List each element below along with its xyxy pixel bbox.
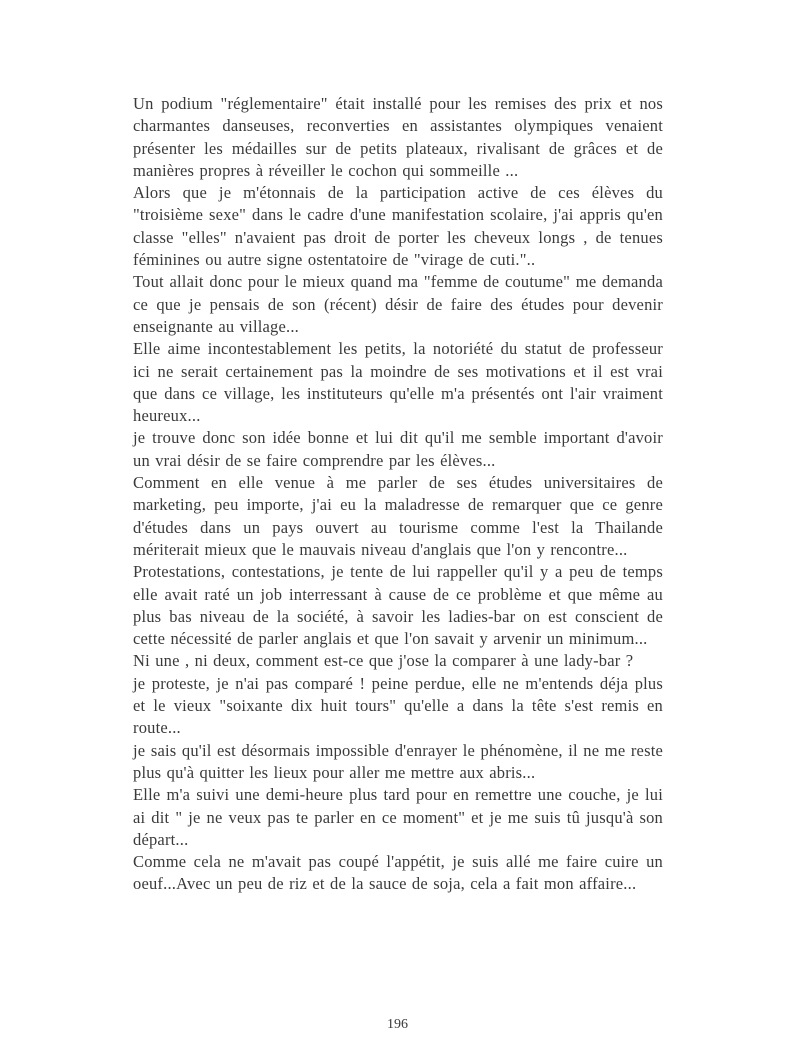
paragraph: Ni une , ni deux, comment est-ce que j'ose la comparer à une lady-bar ? [133, 651, 634, 671]
body-text [133, 93, 663, 896]
paragraph: Elle m'a suivi une demi-heure plus tard pour en remettre une couche, je lui ai dit " je ne veux pas te parler en ce moment" et je me suis tû jusqu'à son départ... [133, 785, 663, 849]
paragraph: Protestations, contestations, je tente de lui rappeller qu'il y a peu de temps elle avait raté un job interressant à cause de ce problème et que même au plus bas niveau de la société, à savoir les ladies-bar on est conscient de cette nécessité de parler anglais et que l'on savait y arvenir un minimum... [133, 562, 663, 649]
paragraph: je sais qu'il est désormais impossible d'enrayer le phénomène, il ne me reste plus qu'à quitter les lieux pour aller me mettre aux abris... [133, 740, 663, 782]
page-number: 196 [387, 1017, 408, 1032]
paragraph: Comment en elle venue à me parler de ses études universitaires de marketing, peu importe, j'ai eu la maladresse de remarquer que ce genre d'études dans un pays ouvert au tourisme comme l'est la Thailande mériterait mieux que le mauvais niveau d'anglais que l'on y rencontre... [133, 473, 663, 559]
paragraph: Elle aime incontestablement les petits, la notoriété du statut de professeur ici ne serait certainement pas la moindre de ses motivations et il est vrai que dans ce village, les instituteurs qu'elle m'a présentés ont l'air vraiment heureux... [133, 339, 663, 426]
paragraph: Comme cela ne m'avait pas coupé l'appétit, je suis allé me faire cuire un oeuf...Avec un peu de riz et de la sauce de soja, cela a fait mon affaire... [133, 852, 663, 894]
paragraph: je trouve donc son idée bonne et lui dit qu'il me semble important d'avoir un vrai désir de se faire comprendre par les élèves... [133, 428, 663, 470]
paragraph: Tout allait donc pour le mieux quand ma "femme de coutume" me demanda ce que je pensais de son (récent) désir de faire des études pour devenir enseignante au village... [133, 272, 663, 336]
paragraph: Un podium "réglementaire" était installé pour les remises des prix et nos charmantes danseuses, reconverties en assistantes olympiques venaient présenter les médailles sur de petits plateaux, rivalisant de grâces et de manières propres à réveiller le cochon qui sommeille ... [133, 94, 663, 180]
paragraph: Alors que je m'étonnais de la participation active de ces élèves du "troisième sexe" dans le cadre d'une manifestation scolaire, j'ai appris qu'en classe "elles" n'avaient pas droit de porter les cheveux longs , de tenues féminines ou autre signe ostentatoire de "virage de cuti.".. [133, 183, 663, 270]
paragraph: je proteste, je n'ai pas comparé ! peine perdue, elle ne m'entends déja plus et le vieux "soixante dix huit tours" qu'elle a dans la tête s'est remis en route... [133, 673, 663, 738]
